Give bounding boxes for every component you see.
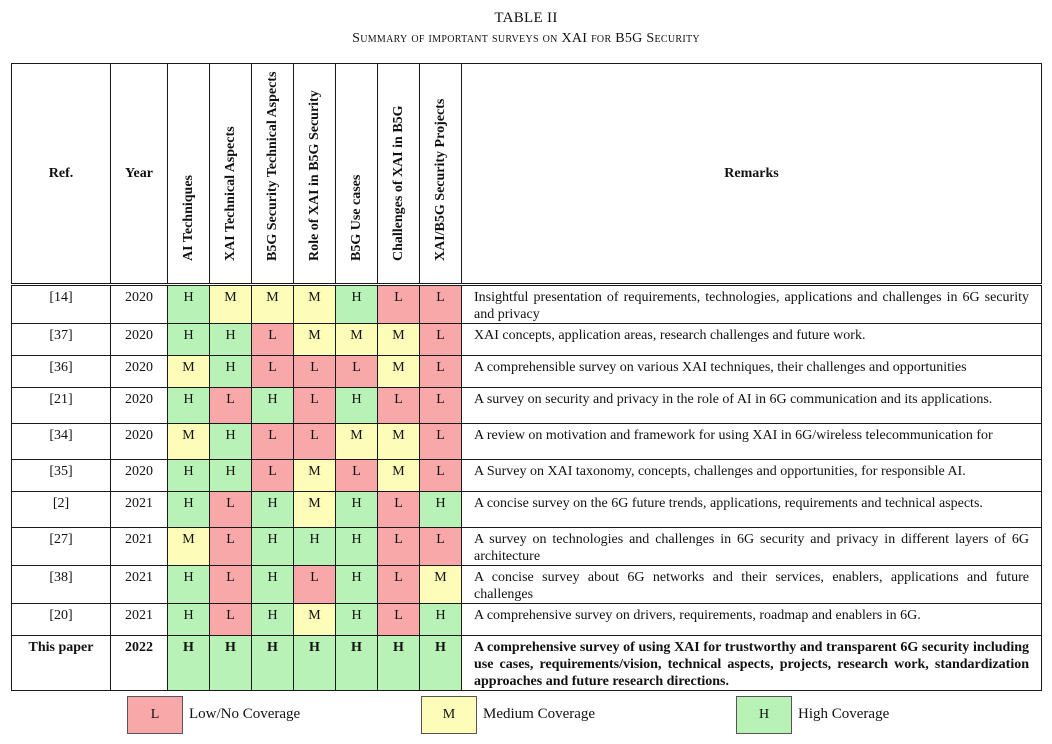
cell-remarks: A comprehensive survey of using XAI for trustworthy and transparent 6G security including use cases, requirements/vision, technical aspects, projects, research work, standardization approaches and future research directions. — [462, 636, 1042, 691]
cell-xai-technical: L — [210, 388, 252, 424]
cell-challenges: H — [378, 636, 420, 691]
cell-role-of-xai: M — [294, 492, 336, 528]
cell-xai-technical: H — [210, 460, 252, 492]
table-row — [12, 636, 1042, 691]
cell-xai-technical: L — [210, 604, 252, 636]
cell-ai-techniques: H — [168, 460, 210, 492]
cell-b5g-security-technical: H — [252, 492, 294, 528]
header-role-of-xai: Role of XAI in B5G Security — [294, 64, 336, 284]
cell-b5g-security-technical: H — [252, 528, 294, 566]
cell-projects: M — [420, 566, 462, 604]
table-row — [12, 566, 1042, 604]
cell-challenges: M — [378, 460, 420, 492]
table-row — [12, 286, 1042, 324]
table-row — [12, 324, 1042, 356]
cell-challenges: L — [378, 388, 420, 424]
cell-ref: [36] — [12, 356, 111, 388]
cell-challenges: M — [378, 424, 420, 460]
cell-year: 2020 — [111, 286, 168, 324]
cell-projects: L — [420, 424, 462, 460]
cell-b5g-use-cases: H — [336, 636, 378, 691]
cell-b5g-use-cases: M — [336, 324, 378, 356]
cell-remarks: A comprehensible survey on various XAI techniques, their challenges and opportunities — [462, 356, 1042, 388]
cell-year: 2020 — [111, 356, 168, 388]
cell-ref: This paper — [12, 636, 111, 691]
cell-xai-technical: L — [210, 528, 252, 566]
header-b5g-use-cases: B5G Use cases — [336, 64, 378, 284]
cell-role-of-xai: H — [294, 636, 336, 691]
header-b5g-security-technical: B5G Security Technical Aspects — [252, 64, 294, 284]
cell-b5g-security-technical: M — [252, 286, 294, 324]
cell-xai-technical: M — [210, 286, 252, 324]
cell-challenges: M — [378, 356, 420, 388]
cell-ref: [27] — [12, 528, 111, 566]
cell-year: 2021 — [111, 604, 168, 636]
legend-label-medium: Medium Coverage — [483, 706, 596, 722]
cell-xai-technical: H — [210, 324, 252, 356]
cell-challenges: L — [378, 566, 420, 604]
legend-swatch-medium: M — [421, 696, 477, 734]
table-row — [12, 492, 1042, 528]
cell-b5g-security-technical: H — [252, 388, 294, 424]
cell-role-of-xai: L — [294, 566, 336, 604]
table-row — [12, 460, 1042, 492]
table-body — [11, 285, 1042, 691]
cell-b5g-use-cases: H — [336, 286, 378, 324]
cell-remarks: A concise survey about 6G networks and their services, enablers, applications and future challenges — [462, 566, 1042, 604]
cell-remarks: A survey on security and privacy in the role of AI in 6G communication and its applications. — [462, 388, 1042, 424]
cell-b5g-use-cases: H — [336, 528, 378, 566]
table-header — [11, 63, 1042, 284]
cell-year: 2020 — [111, 388, 168, 424]
cell-role-of-xai: M — [294, 604, 336, 636]
cell-remarks: A comprehensive survey on drivers, requirements, roadmap and enablers in 6G. — [462, 604, 1042, 636]
cell-xai-technical: H — [210, 424, 252, 460]
cell-projects: L — [420, 286, 462, 324]
cell-year: 2022 — [111, 636, 168, 691]
cell-b5g-use-cases: H — [336, 492, 378, 528]
cell-year: 2021 — [111, 528, 168, 566]
header-projects: XAI/B5G Security Projects — [420, 64, 462, 284]
cell-year: 2021 — [111, 566, 168, 604]
cell-ai-techniques: M — [168, 356, 210, 388]
cell-year: 2021 — [111, 492, 168, 528]
cell-xai-technical: L — [210, 492, 252, 528]
cell-ai-techniques: H — [168, 388, 210, 424]
table-row — [12, 356, 1042, 388]
cell-ai-techniques: M — [168, 528, 210, 566]
table-label: TABLE II — [494, 10, 558, 26]
cell-b5g-use-cases: H — [336, 388, 378, 424]
table-row — [12, 424, 1042, 460]
legend-swatch-low: L — [127, 696, 183, 734]
cell-remarks: XAI concepts, application areas, research challenges and future work. — [462, 324, 1042, 356]
cell-role-of-xai: L — [294, 356, 336, 388]
cell-challenges: L — [378, 492, 420, 528]
cell-b5g-security-technical: L — [252, 356, 294, 388]
cell-projects: H — [420, 636, 462, 691]
cell-b5g-use-cases: M — [336, 424, 378, 460]
cell-challenges: L — [378, 604, 420, 636]
legend-swatch-high: H — [736, 696, 792, 734]
cell-ai-techniques: H — [168, 324, 210, 356]
cell-b5g-security-technical: H — [252, 636, 294, 691]
table-title: Summary of important surveys on XAI for B5G Security — [352, 31, 700, 46]
cell-remarks: Insightful presentation of requirements, technologies, applications and challenges in 6G security and privacy — [462, 286, 1042, 324]
legend-label-low: Low/No Coverage — [189, 706, 301, 722]
cell-projects: H — [420, 604, 462, 636]
cell-challenges: M — [378, 324, 420, 356]
cell-year: 2020 — [111, 460, 168, 492]
cell-b5g-use-cases: L — [336, 356, 378, 388]
cell-role-of-xai: H — [294, 528, 336, 566]
cell-ai-techniques: H — [168, 492, 210, 528]
cell-ref: [2] — [12, 492, 111, 528]
cell-ai-techniques: H — [168, 566, 210, 604]
cell-remarks: A survey on technologies and challenges in 6G security and privacy in different layers of 6G architecture — [462, 528, 1042, 566]
header-ai-techniques: AI Techniques — [168, 64, 210, 284]
cell-ref: [14] — [12, 286, 111, 324]
table-row — [12, 388, 1042, 424]
legend-label-high: High Coverage — [798, 706, 890, 722]
cell-challenges: L — [378, 528, 420, 566]
cell-ai-techniques: H — [168, 636, 210, 691]
cell-ai-techniques: H — [168, 286, 210, 324]
cell-b5g-security-technical: L — [252, 424, 294, 460]
header-xai-technical: XAI Technical Aspects — [210, 64, 252, 284]
cell-b5g-security-technical: L — [252, 324, 294, 356]
cell-xai-technical: H — [210, 636, 252, 691]
cell-ref: [35] — [12, 460, 111, 492]
cell-projects: L — [420, 528, 462, 566]
table-row — [12, 528, 1042, 566]
table-row — [12, 604, 1042, 636]
cell-xai-technical: H — [210, 356, 252, 388]
cell-b5g-security-technical: H — [252, 604, 294, 636]
cell-projects: L — [420, 388, 462, 424]
cell-ref: [37] — [12, 324, 111, 356]
header-year: Year — [111, 64, 168, 284]
cell-b5g-security-technical: L — [252, 460, 294, 492]
cell-b5g-security-technical: H — [252, 566, 294, 604]
cell-ai-techniques: H — [168, 604, 210, 636]
cell-remarks: A concise survey on the 6G future trends, applications, requirements and technical aspects. — [462, 492, 1042, 528]
cell-ref: [34] — [12, 424, 111, 460]
header-remarks: Remarks — [462, 64, 1042, 284]
cell-challenges: L — [378, 286, 420, 324]
cell-b5g-use-cases: H — [336, 604, 378, 636]
header-ref: Ref. — [12, 64, 111, 284]
cell-year: 2020 — [111, 424, 168, 460]
cell-xai-technical: L — [210, 566, 252, 604]
cell-role-of-xai: M — [294, 460, 336, 492]
header-challenges: Challenges of XAI in B5G — [378, 64, 420, 284]
cell-role-of-xai: L — [294, 388, 336, 424]
cell-ref: [21] — [12, 388, 111, 424]
cell-role-of-xai: L — [294, 424, 336, 460]
cell-projects: H — [420, 492, 462, 528]
cell-year: 2020 — [111, 324, 168, 356]
cell-projects: L — [420, 324, 462, 356]
cell-ref: [20] — [12, 604, 111, 636]
cell-projects: L — [420, 356, 462, 388]
cell-role-of-xai: M — [294, 286, 336, 324]
cell-remarks: A Survey on XAI taxonomy, concepts, challenges and opportunities, for responsible AI. — [462, 460, 1042, 492]
cell-b5g-use-cases: H — [336, 566, 378, 604]
cell-ref: [38] — [12, 566, 111, 604]
cell-ai-techniques: M — [168, 424, 210, 460]
cell-remarks: A review on motivation and framework for using XAI in 6G/wireless telecommunication for — [462, 424, 1042, 460]
cell-role-of-xai: M — [294, 324, 336, 356]
cell-projects: L — [420, 460, 462, 492]
cell-b5g-use-cases: L — [336, 460, 378, 492]
